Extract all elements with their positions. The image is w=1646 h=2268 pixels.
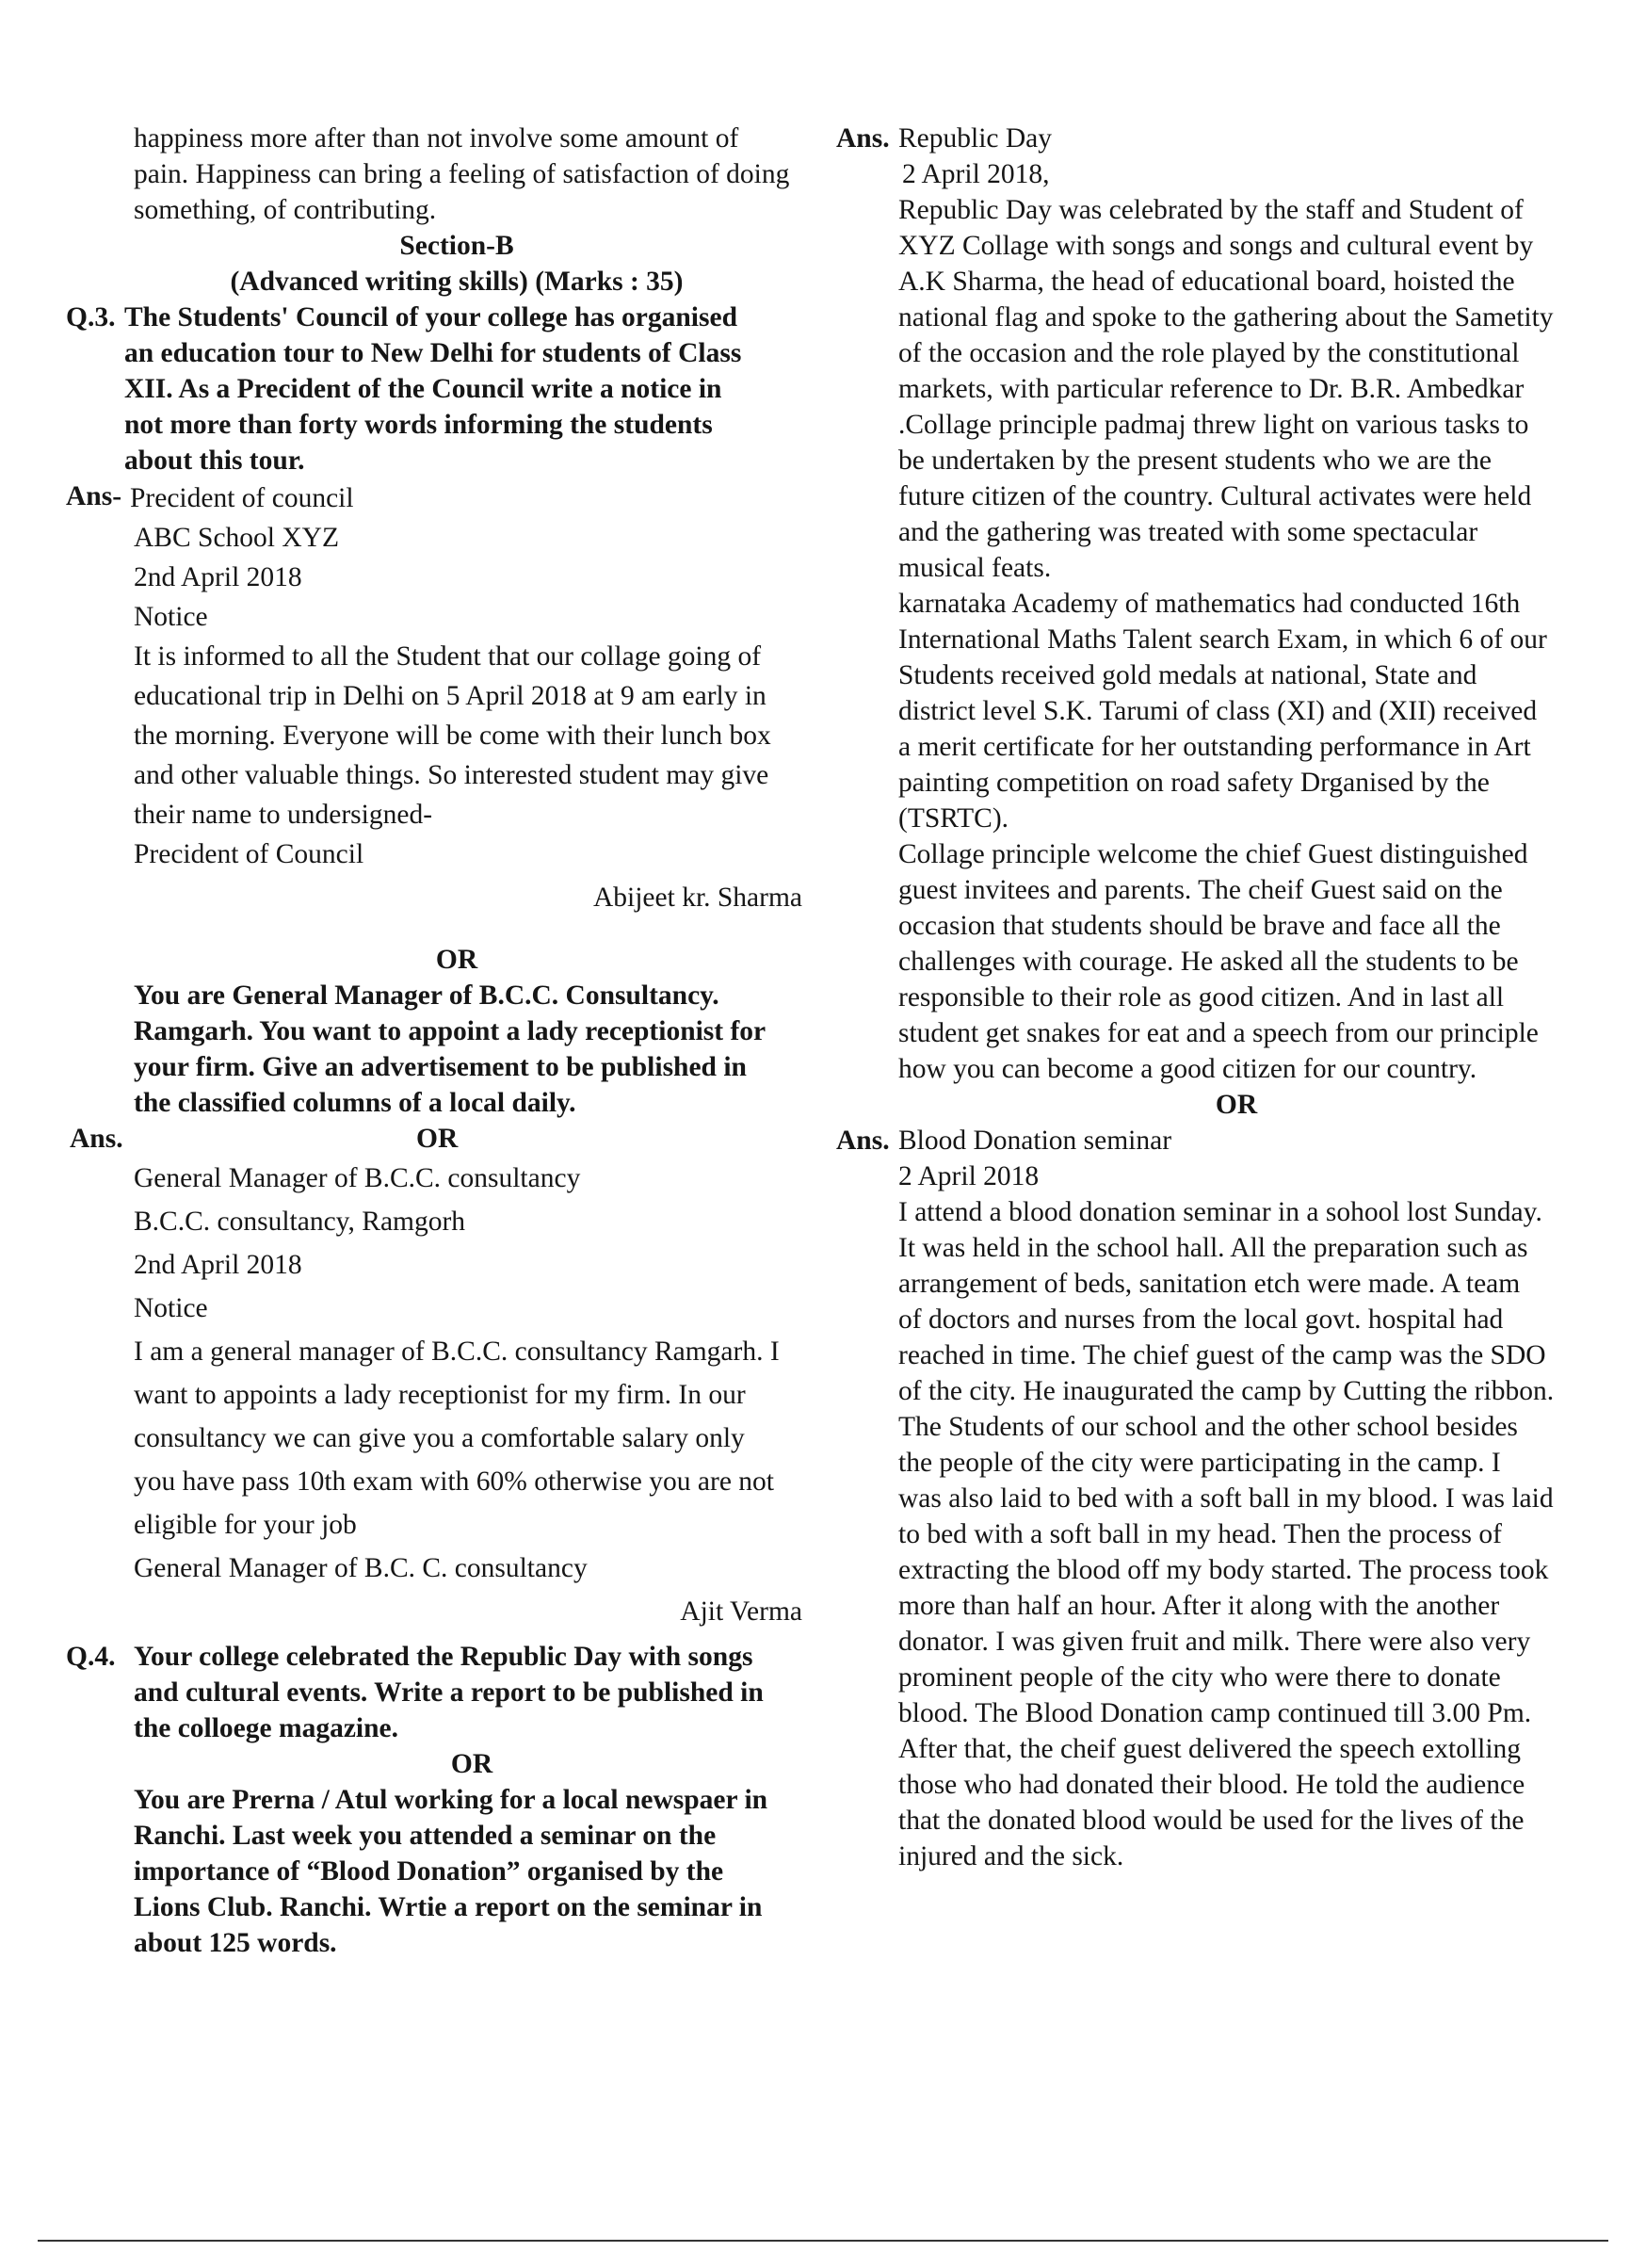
report-line: to bed with a soft ball in my head. Then the process of (898, 1519, 1502, 1549)
notice-signoff: Precident of Council (134, 839, 364, 869)
question-line: and cultural events. Write a report to be published in (134, 1677, 764, 1708)
report-line: district level S.K. Tarumi of class (XI) and (XII) received (898, 696, 1538, 726)
report-line: more than half an hour. After it along with the another (898, 1591, 1500, 1621)
left-column (66, 121, 810, 1961)
report-line: After that, the cheif guest delivered the speech extolling (898, 1734, 1522, 1764)
text-line: something, of contributing. (134, 195, 437, 225)
question-line: The Students' Council of your college has organised (124, 302, 737, 332)
report-line: I attend a blood donation seminar in a sohool lost Sunday. (898, 1197, 1542, 1227)
report-title: Blood Donation seminar (898, 1126, 1172, 1156)
notice-body-line: and other valuable things. So interested student may give (134, 760, 769, 790)
report-line: of the city. He inaugurated the camp by Cutting the ribbon. (898, 1376, 1555, 1406)
notice-body-line: consultancy we can give you a comfortable salary only (134, 1423, 745, 1453)
report-line: challenges with courage. He asked all the students to be (898, 947, 1519, 977)
question-line: the colloege magazine. (134, 1713, 398, 1743)
report-line: the people of the city were participating in the camp. I (898, 1448, 1501, 1478)
report-line: musical feats. (898, 553, 1052, 583)
answer-label: Ans. (836, 123, 890, 154)
notice-body-line: educational trip in Delhi on 5 April 2018 at 9 am early in (134, 681, 767, 711)
notice-body-line: It is informed to all the Student that our collage going of (134, 641, 762, 672)
text-line: pain. Happiness can bring a feeling of satisfaction of doing (134, 159, 790, 189)
report-line: occasion that students should be brave and face all the (898, 911, 1501, 941)
report-line: a merit certificate for her outstanding performance in Art (898, 732, 1531, 762)
question-line: an education tour to New Delhi for students of Class (124, 338, 742, 368)
report-line: of doctors and nurses from the local govt. hospital had (898, 1304, 1504, 1335)
report-line: blood. The Blood Donation camp continued till 3.00 Pm. (898, 1698, 1532, 1728)
question-line: about this tour. (124, 446, 305, 476)
report-line: reached in time. The chief guest of the camp was the SDO (898, 1340, 1546, 1370)
question-3-alternative (66, 978, 810, 1121)
report-line: karnataka Academy of mathematics had conducted 16th (898, 589, 1521, 619)
report-line: painting competition on road safety Drganised by the (898, 768, 1490, 798)
text-line: happiness more after than not involve some amount of (134, 123, 739, 154)
right-column (836, 121, 1580, 1874)
report-line: of the occasion and the role played by the constitutional (898, 338, 1520, 368)
question-line: You are General Manager of B.C.C. Consultancy. (134, 980, 719, 1011)
question-3 (66, 300, 810, 478)
notice-body-line: want to appoints a lady receptionist for my firm. In our (134, 1380, 746, 1410)
question-line: Lions Club. Ranchi. Wrtie a report on the seminar in (134, 1892, 763, 1922)
report-line: extracting the blood off my body started. The process took (898, 1555, 1549, 1585)
question-line: Ramgarh. You want to appoint a lady receptionist for (134, 1016, 767, 1046)
question-line: not more than forty words informing the students (124, 410, 713, 440)
report-line: A.K Sharma, the head of educational board, hoisted the (898, 267, 1515, 297)
notice-date: 2nd April 2018 (134, 562, 302, 592)
report-body (898, 192, 1580, 1087)
notice-heading: Notice (134, 1293, 208, 1323)
report-line: arrangement of beds, sanitation etch were made. A team (898, 1269, 1521, 1299)
report-line: Students received gold medals at national, State and (898, 660, 1477, 690)
question-line: Ranchi. Last week you attended a seminar on the (134, 1821, 717, 1851)
section-subtitle: (Advanced writing skills) (Marks : 35) (230, 267, 684, 297)
report-line: (TSRTC). (898, 803, 1009, 834)
report-line: was also laid to bed with a soft ball in my blood. I was laid (898, 1483, 1554, 1514)
report-line: Collage principle welcome the chief Guest distinguished (898, 839, 1528, 869)
question-line: your firm. Give an advertisement to be published in (134, 1052, 747, 1082)
report-line: those who had donated their blood. He told the audience (898, 1770, 1525, 1800)
report-line: Republic Day was celebrated by the staff and Student of (898, 195, 1524, 225)
question-label: Q.4. (66, 1642, 116, 1672)
notice-from: Precident of council (130, 483, 354, 513)
or-divider: OR (435, 945, 478, 975)
report-line: The Students of our school and the other school besides (898, 1412, 1518, 1442)
report-line: markets, with particular reference to Dr. B.R. Ambedkar (898, 374, 1525, 404)
report-line: student get snakes for eat and a speech from our principle (898, 1018, 1539, 1048)
report-line: injured and the sick. (898, 1841, 1124, 1871)
notice-line: B.C.C. consultancy, Ramgorh (134, 1207, 466, 1237)
report-body (898, 1194, 1580, 1874)
notice-body-line: I am a general manager of B.C.C. consultancy Ramgarh. I (134, 1336, 780, 1367)
report-line: It was held in the school hall. All the preparation such as (898, 1233, 1528, 1263)
report-line: XYZ Collage with songs and songs and cultural event by (898, 231, 1534, 261)
notice-body-line: you have pass 10th exam with 60% otherwise you are not (134, 1466, 774, 1497)
report-line: .Collage principle padmaj threw light on various tasks to (898, 410, 1529, 440)
report-date: 2 April 2018, (902, 159, 1050, 189)
question-line: about 125 words. (134, 1928, 337, 1958)
answer-notice-1 (66, 478, 810, 921)
answer-label: Ans- (66, 481, 122, 511)
report-line: be undertaken by the present students who we are the (898, 446, 1492, 476)
report-line: responsible to their role as good citizen. And in last all (898, 982, 1505, 1012)
notice-signature: Ajit Verma (680, 1596, 802, 1627)
notice-signoff: General Manager of B.C. C. consultancy (134, 1553, 588, 1583)
question-line: You are Prerna / Atul working for a local newspaer in (134, 1785, 768, 1815)
question-4 (66, 1639, 810, 1961)
notice-body-line: eligible for your job (134, 1510, 357, 1540)
intro-paragraph (66, 121, 810, 228)
report-line: future citizen of the country. Cultural activates were held (898, 481, 1532, 511)
question-label: Q.3. (66, 302, 116, 332)
footer-rule (38, 2240, 1608, 2242)
notice-body-line: their name to undersigned- (134, 800, 433, 830)
notice-heading: Notice (134, 602, 208, 632)
report-line: and the gathering was treated with some spectacular (898, 517, 1478, 547)
question-line: Your college celebrated the Republic Day with songs (134, 1642, 753, 1672)
notice-signature: Abijeet kr. Sharma (592, 883, 802, 913)
report-line: guest invitees and parents. The cheif Guest said on the (898, 875, 1503, 905)
report-date: 2 April 2018 (898, 1161, 1040, 1191)
report-line: national flag and spoke to the gathering about the Sametity (898, 302, 1554, 332)
or-divider: OR (1215, 1090, 1258, 1120)
report-line: that the donated blood would be used for the lives of the (898, 1806, 1525, 1836)
report-title: Republic Day (898, 123, 1053, 154)
notice-from: General Manager of B.C.C. consultancy (134, 1163, 581, 1193)
answer-blood-donation-report (836, 1123, 1580, 1874)
section-title: Section-B (399, 231, 514, 261)
answer-label: Ans. (836, 1126, 890, 1156)
notice-body-line: the morning. Everyone will be come with their lunch box (134, 721, 771, 751)
answer-notice-2 (66, 1121, 810, 1633)
answer-label: Ans. (70, 1124, 123, 1154)
report-line: International Maths Talent search Exam, in which 6 of our (898, 624, 1547, 655)
report-line: donator. I was given fruit and milk. There were also very (898, 1627, 1531, 1657)
report-line: prominent people of the city who were there to donate (898, 1662, 1501, 1693)
report-line: how you can become a good citizen for our country. (898, 1054, 1477, 1084)
notice-date: 2nd April 2018 (134, 1250, 302, 1280)
notice-line: ABC School XYZ (134, 523, 339, 553)
question-line: XII. As a Precident of the Council write a notice in (124, 374, 722, 404)
answer-republic-day-report (836, 121, 1580, 1087)
question-line: importance of “Blood Donation” organised by the (134, 1856, 724, 1887)
or-divider: OR (416, 1124, 459, 1154)
or-divider: OR (450, 1749, 493, 1779)
question-line: the classified columns of a local daily. (134, 1088, 576, 1118)
